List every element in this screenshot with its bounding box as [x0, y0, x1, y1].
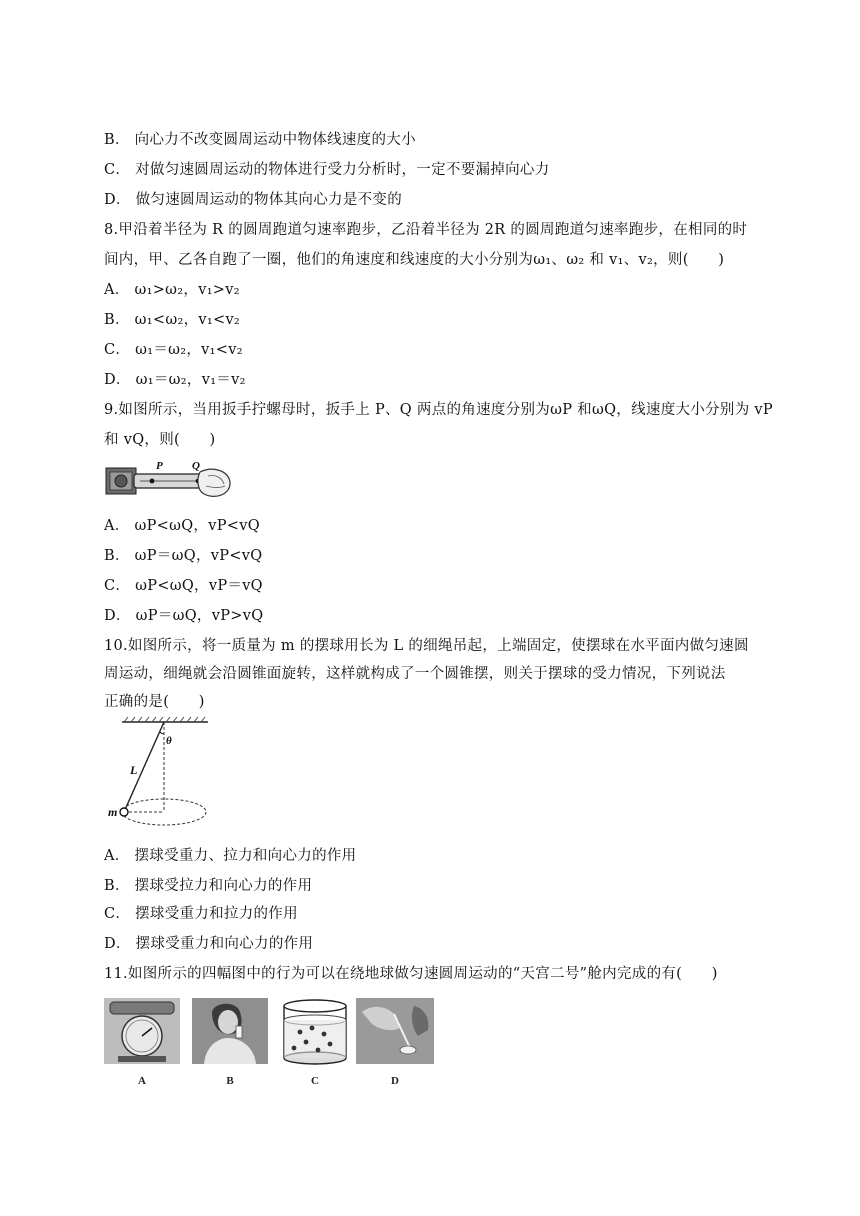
q10-option-c: C． 摆球受重力和拉力的作用: [104, 906, 298, 922]
q10-stem-line1: 10.如图所示，将一质量为 m 的摆球用长为 L 的细绳吊起，上端固定，使摆球在水平面内做匀速圆: [104, 638, 749, 654]
q7-option-b: B． 向心力不改变圆周运动中物体线速度的大小: [104, 132, 416, 148]
figure-a-spring-scale: [104, 998, 180, 1064]
q10-option-a: A． 摆球受重力、拉力和向心力的作用: [104, 848, 357, 864]
q9-stem-line1: 9.如图所示，当用扳手拧螺母时，扳手上 P、Q 两点的角速度分别为ωP 和ωQ，线速度大小分别为 vP: [104, 402, 773, 418]
figure-c-caption: C: [311, 1075, 319, 1087]
q10-option-d: D． 摆球受重力和向心力的作用: [104, 936, 314, 952]
q9-stem-line2: 和 vQ，则( ): [104, 432, 216, 448]
figure-b-person-drinking: [192, 998, 268, 1064]
q10-stem-line2: 周运动，细绳就会沿圆锥面旋转，这样就构成了一个圆锥摆，则关于摆球的受力情况，下列说法: [104, 666, 726, 682]
q7-option-d: D． 做匀速圆周运动的物体其向心力是不变的: [104, 192, 403, 208]
q9-option-c: C． ωP<ωQ，vP＝vQ: [104, 578, 263, 594]
q7-option-c: C． 对做匀速圆周运动的物体进行受力分析时，一定不要漏掉向心力: [104, 162, 550, 178]
figure-c-beaker: [280, 998, 350, 1064]
wrench-label-q: Q: [192, 460, 200, 472]
q8-option-c: C． ω₁＝ω₂，v₁<v₂: [104, 342, 243, 358]
q8-option-a: A． ω₁>ω₂，v₁>v₂: [104, 282, 240, 298]
conical-pendulum-figure: [104, 716, 216, 832]
q8-option-b: B． ω₁<ω₂，v₁<v₂: [104, 312, 241, 328]
figure-b-caption: B: [226, 1075, 234, 1087]
q10-stem-line3: 正确的是( ): [104, 694, 205, 710]
q10-option-b: B． 摆球受拉力和向心力的作用: [104, 878, 313, 894]
pendulum-label-m: m: [108, 805, 118, 819]
q8-stem-line1: 8.甲沿着半径为 R 的圆周跑道匀速率跑步，乙沿着半径为 2R 的圆周跑道匀速率跑步，在相同的时: [104, 222, 748, 238]
wrench-figure: [104, 458, 234, 504]
q11-figures: [104, 998, 436, 1090]
pendulum-label-l: L: [130, 763, 138, 777]
wrench-label-p: P: [156, 460, 163, 472]
q9-option-d: D． ωP＝ωQ，vP>vQ: [104, 608, 264, 624]
figure-d-caption: D: [391, 1075, 399, 1087]
q11-stem-line1: 11.如图所示的四幅图中的行为可以在绕地球做匀速圆周运动的“天宫二号”舱内完成的有( ): [104, 966, 718, 982]
q9-option-a: A． ωP<ωQ，vP<vQ: [104, 518, 260, 534]
q8-option-d: D． ω₁＝ω₂，v₁＝v₂: [104, 372, 246, 388]
pendulum-label-theta: θ: [166, 735, 172, 747]
figure-d-experiment: [356, 998, 434, 1064]
q8-stem-line2: 间内，甲、乙各自跑了一圈，他们的角速度和线速度的大小分别为ω₁、ω₂ 和 v₁、v₂，则( ): [104, 252, 725, 268]
figure-a-caption: A: [138, 1075, 146, 1087]
q9-option-b: B． ωP＝ωQ，vP<vQ: [104, 548, 263, 564]
